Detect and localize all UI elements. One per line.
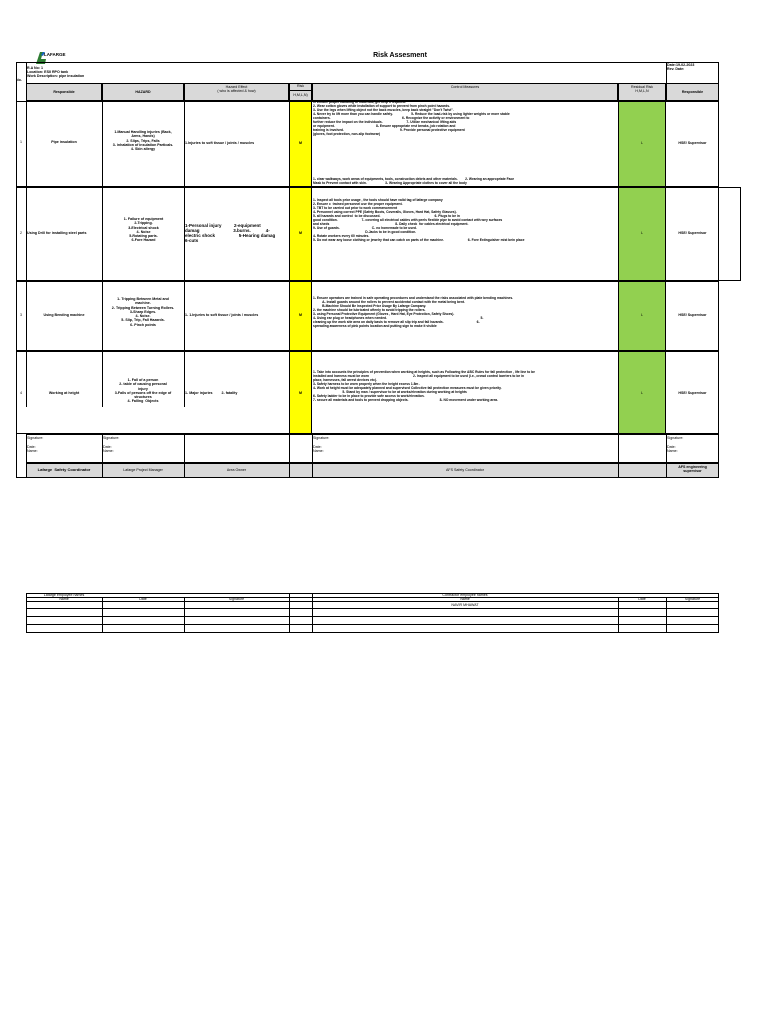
row-control: 1- Ensure proper handling of materials, get help if required. 2- Wear cotton gloves while installation of support to prevent from pinch point hazards. 3- Use the legs when lifting object not the back muscles, keep back straight "Don't Twist". 4- Never try to lift more than you can handle safely. 5- Reduce the load-risk by using lighter weights or more stable containers. 6- Recognize the activity or environment to further reduce the impact on the individuals. 7- Utilize mechanical lifting aids or equipment. 8- Ensure appropriate rest breaks, job rotation and training is involved. 9- Provide personal protective equipment (gloves, foot protection, non-slip footwear) — [313, 100, 510, 136]
contractor-employees-title: Contractor employee names — [442, 593, 488, 597]
row-effect: 1-Personal injury 2-equipment damag 3.burns. 4- electric shock 5-Hearing damag 6-cuts — [185, 223, 276, 243]
row-responsible: HSE/ Supervisor — [678, 313, 707, 317]
row-residual: L — [641, 313, 643, 317]
row-control: 1- Take into accounts the principles of prevention when working at heights, such as Following the ABC Rules for fall protection , life line to be installed and harness must be worn 2- Inspect all equipment to be used (i.e., crowd control barriers to be in place, harnesses, fall arrest devices etc). 3- Safety harness to be worn properly when the height excess 1.8m . 4- Work at height must be adequately planned and supervised Collective fall protection measures must be given priority. 5- Stand by man / supervisor to be at works/elevation during working at heights 6- Safety ladder to be in place to provide safe access to work/elevation. 7- secure all materials and tools to prevent dropping objects. 8- NO movement under working area. — [313, 370, 536, 402]
header-responsible-label: Responsible — [53, 90, 75, 94]
header-residual-label: Residual Risk H,M,L,N — [631, 85, 653, 94]
row-control: 1- Ensure operators are trained in safe operating procedures and understand the risks associated with plate bending machines. A- Install guards around the rollers to prevent accidental contact with the metal being bent. B-Machine Should Be Inspected Prior Usage By Lafarge Campany. 2- the machine should be lubricated oftenly to avoid tripping the rollers. 3- using Personal Protective Equipment (Gloves , Hard Hat, Eye Protection, Safety Shoes). 4- Using ear plug or headphones when needed. 5- cleaning up the work site area on daily basis to remove all slip trip and fall hazards. 6- spreading awareness of pink points location and putting sign to make it visible — [313, 296, 514, 328]
lafarge-employees-title: Lafarge employee names — [43, 593, 85, 597]
row-risk: M — [299, 141, 302, 145]
row-risk: M — [299, 391, 302, 395]
logo-text: LAFARGE — [44, 52, 66, 57]
ra-number: R.A No: 1 — [27, 66, 44, 70]
signature-block-2: Signature: Date: Name: — [103, 436, 120, 453]
row-hazard: 1- Failure of equipment 2-Tripping. 3-Electrical shock 4- Noise 5-Rotating parts. 6-Fore Hazard — [123, 217, 164, 243]
row-activity: Working at height — [48, 391, 80, 395]
row-residual: L — [641, 231, 643, 235]
row-risk: M — [299, 313, 302, 317]
row-number: 3 — [20, 313, 22, 317]
row-residual: L — [641, 141, 643, 145]
signature-row — [26, 434, 719, 463]
no-label: No. — [16, 78, 22, 82]
role-project-manager: Lafarge Project Manager — [123, 468, 163, 472]
header-risk-label: Risk — [297, 84, 304, 88]
row-activity: Using Drill for installing steel parts — [27, 231, 87, 235]
page-title: Risk Assesment — [373, 52, 427, 59]
row-effect: 1- Major injuries 2- fatality — [185, 391, 238, 395]
signature-block-3: Signature: Date: Name: — [313, 436, 330, 453]
lafarge-name-header: Name — [59, 597, 69, 601]
row-activity: Pipe insulation — [51, 140, 77, 144]
role-area-owner: Area Owner — [226, 468, 247, 472]
contractor-signature-header: Signature — [684, 597, 701, 601]
header-effect-label: Hazard Effect ( who is affected & how) — [217, 85, 256, 94]
row-risk: M — [299, 231, 302, 235]
lafarge-date-header: Date — [139, 597, 147, 601]
header-risk-sub: H,M,L,N) — [293, 93, 308, 97]
row-number: 2 — [20, 231, 22, 235]
row-hazard: 1.Manual Handling injuries (Back, Arms, Hands) 2. Slips, Trips, Falls 3- inhalation of insulation Particals. 4- Skin allergy — [112, 130, 174, 152]
contractor-date-header: Date — [638, 597, 646, 601]
signature-block-4: Signature: Date: Name: — [667, 436, 684, 453]
row-control-extra: 1- clear walkways, work areas of equipments, tools, construction debris and other materials. 2- Wearing an appropriate Face Mask to Prevent contact with skin. 3- Wearing Appropriate clothes to cover all the body — [313, 177, 515, 185]
row-responsible: HSE/ Supervisor — [678, 391, 707, 395]
row-activity: Using Bending machine — [43, 313, 85, 317]
row-number: 4 — [20, 391, 22, 395]
role-safety-coordinator: Lafarge Safety Coordinator — [37, 467, 91, 472]
row-effect: 1- 1.Injuries to soft tissue / joints / muscles — [185, 313, 259, 317]
role-afs-engineering: AFS engineering supervisor — [678, 465, 707, 474]
header-hazard-label: HAZARD — [135, 90, 151, 94]
row-responsible: HSE/ Supervisor — [678, 141, 707, 145]
row-hazard: 1- Tripping Between Metal and machine. 2- Tripping Between Turning Rollers. 3-Sharp Edges. 4- Noise. 5- Slip, Trip, Fall Hazards. 6- Pinch points — [111, 297, 175, 327]
header-responsible2-label: Responsible — [681, 90, 704, 94]
signature-block-1: Signature: Date: Name: — [27, 436, 44, 453]
row-control: 1- Inspect all tools prior usage , the tools should have valid tag of lafarge company 2- Ensure c trained personnel use the proper equipment. 3- TBT to be carried out prior to work commencement 4- Personnel using correct PPE (Safety Boots, Coveralls, Gloves, Hard Hat, Safety Glasses). 5- all hazards and control to be discussed. 6- Plugs to be in good condition. 7- covering all electrical cables with peels flexible pipe to avoid contact with wey surfaces and sheds 8- Daily check for cables.electrical equipment. 9- Use of guards. C- no homemade to be used. D-Jacks to be in good condition. 4- Rotate workers every 60 minutes. 5- Do not wear any loose clothing or jewelry that can catch on parts of the machine. 6- Fore Extinguisher mist bein place — [313, 198, 525, 242]
contractor-name-header: Name — [460, 597, 470, 601]
row-residual: L — [641, 391, 643, 395]
work-description: Work Description: pipe insulation — [27, 74, 85, 78]
header-control-label: Control Measures — [450, 85, 480, 89]
rev-date: Rev. Date: — [667, 67, 685, 71]
date: Date:19-02-2023 — [667, 63, 695, 67]
contractor-name-1: NAVIR MHAWAT — [451, 603, 479, 607]
row-responsible: HSE/ Supervisor — [678, 231, 707, 235]
row-effect: 1.Injuries to soft tissue / joints / muscles — [185, 141, 255, 145]
row-hazard: 1- Fall of a person 2- table of causing personal injury 3-Falls of persons off the edge of structures 4- Falling Objects — [114, 378, 172, 404]
row-number: 1 — [20, 140, 22, 144]
role-afs-safety: AFS Safety Coordinator — [446, 468, 484, 472]
lafarge-signature-header: Signature — [228, 597, 245, 601]
location: Location: ESII RPO tank — [27, 70, 69, 74]
